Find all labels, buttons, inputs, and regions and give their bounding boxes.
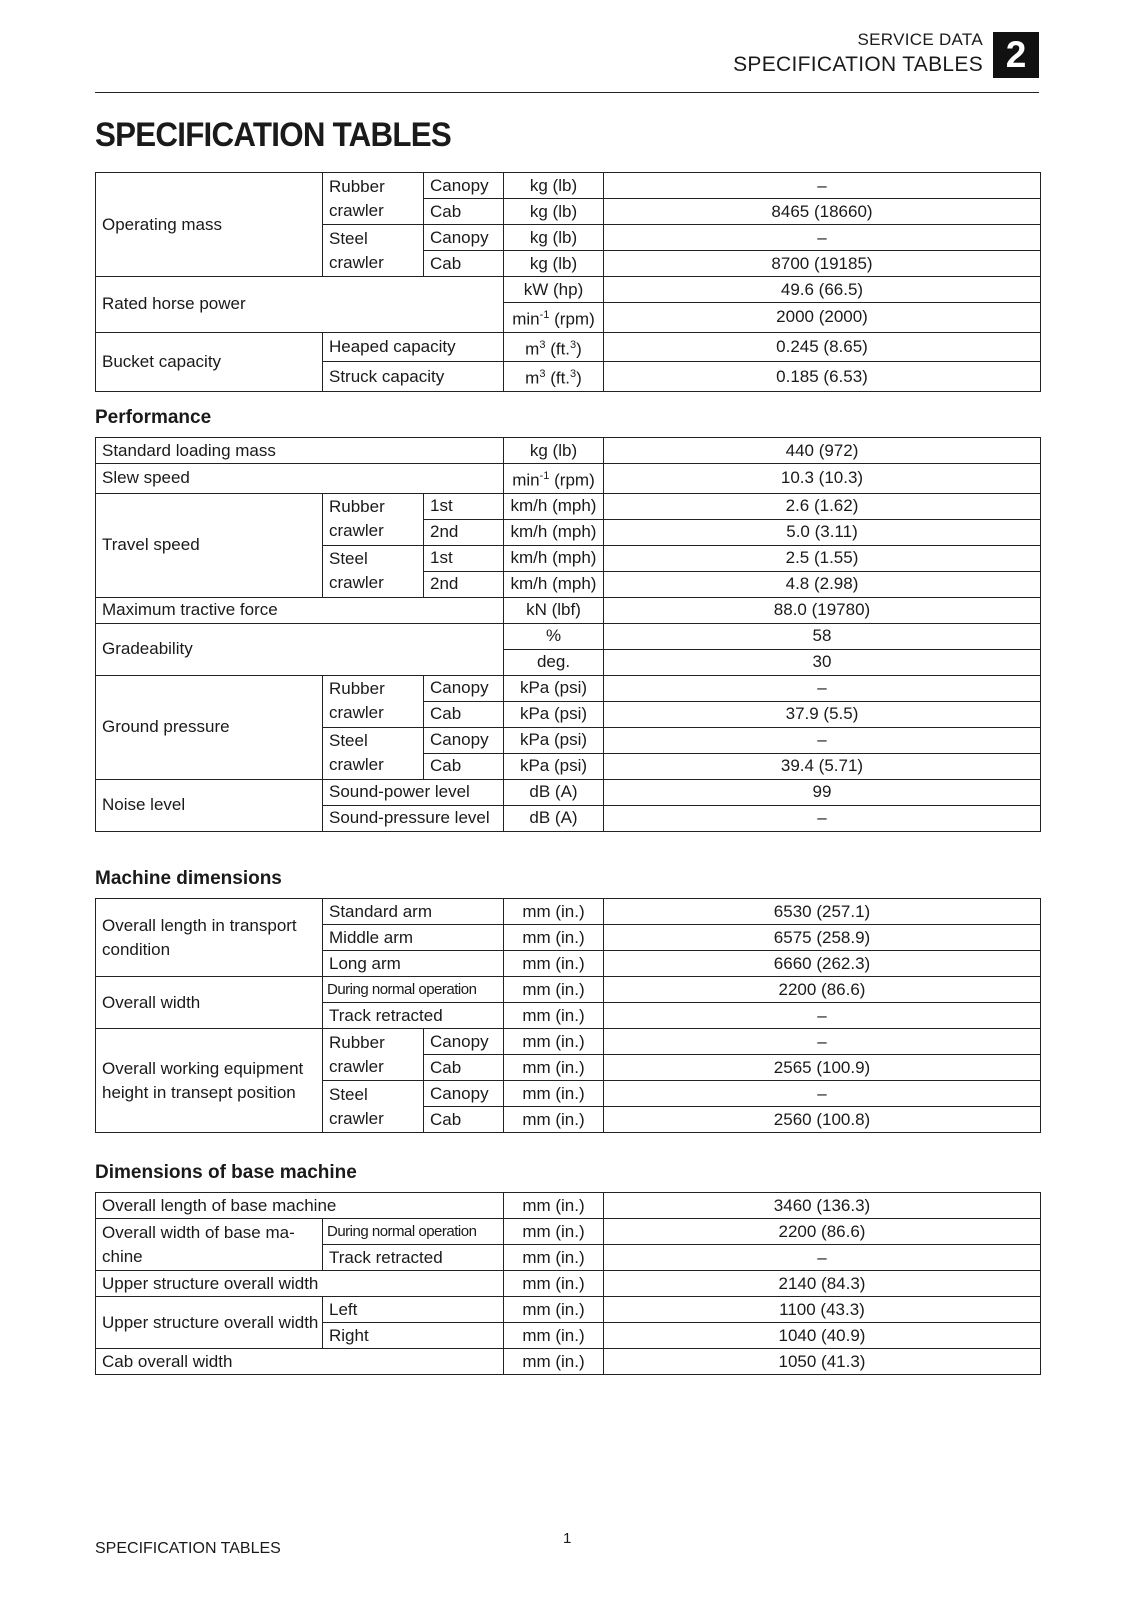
unit-cell: kPa (psi)	[504, 675, 604, 701]
cell: Canopy	[424, 727, 504, 753]
cell: Canopy	[424, 225, 504, 251]
row-label: Overall length of base machine	[96, 1193, 504, 1219]
header-section: SERVICE DATA	[857, 30, 983, 49]
row-label: Rated horse power	[96, 277, 504, 333]
row-label: Noise level	[96, 779, 323, 831]
cell: 2nd	[424, 571, 504, 597]
unit-cell: kPa (psi)	[504, 727, 604, 753]
table-row	[96, 1297, 1041, 1323]
cell: Cab	[424, 1107, 504, 1133]
unit-cell: kg (lb)	[504, 199, 604, 225]
cell: Sound-power level	[323, 779, 504, 805]
row-label: Cab overall width	[96, 1349, 504, 1375]
unit-cell: mm (in.)	[504, 1297, 604, 1323]
value-cell: 8700 (19185)	[604, 251, 1041, 277]
unit-cell: $m^3$ (ft.$^3$)	[504, 332, 604, 362]
row-label: Overall working equipment height in transept position	[96, 1029, 323, 1133]
cell: Middle arm	[323, 925, 504, 951]
unit-cell: km/h (mph)	[504, 571, 604, 597]
unit-cell: mm (in.)	[504, 1055, 604, 1081]
row-label: Slew speed	[96, 464, 504, 494]
cell: Track retracted	[323, 1245, 504, 1271]
row-label: Bucket capacity	[96, 332, 323, 391]
table-row	[96, 899, 1041, 925]
performance-table	[95, 437, 1041, 832]
value-cell: 0.185 (6.53)	[604, 362, 1041, 392]
value-cell: –	[604, 727, 1041, 753]
cell: Cab	[424, 199, 504, 225]
unit-cell: $m^3$ (ft.$^3$)	[504, 362, 604, 392]
machine-dimensions-table	[95, 898, 1041, 1133]
unit-cell: $\min^{-1} (rpm)$	[504, 303, 604, 333]
base-machine-table	[95, 1192, 1041, 1375]
table-row	[96, 277, 1041, 303]
value-cell: –	[604, 675, 1041, 701]
value-cell: 2200 (86.6)	[604, 1219, 1041, 1245]
unit-cell: mm (in.)	[504, 1349, 604, 1375]
unit-cell: mm (in.)	[504, 1219, 604, 1245]
value-cell: 8465 (18660)	[604, 199, 1041, 225]
value-cell: 88.0 (19780)	[604, 597, 1041, 623]
cell: Long arm	[323, 951, 504, 977]
cell: Cab	[424, 753, 504, 779]
unit-cell: kg (lb)	[504, 251, 604, 277]
cell: 1st	[424, 493, 504, 519]
value-cell: 4.8 (2.98)	[604, 571, 1041, 597]
cell: Cab	[424, 1055, 504, 1081]
table-row	[96, 173, 1041, 199]
cell: During normal operation	[323, 977, 504, 1003]
row-label: Upper structure overall width	[96, 1271, 504, 1297]
value-cell: 2.6 (1.62)	[604, 493, 1041, 519]
cell: Canopy	[424, 173, 504, 199]
unit-cell: deg.	[504, 649, 604, 675]
cell: Canopy	[424, 675, 504, 701]
unit-cell: mm (in.)	[504, 925, 604, 951]
unit-cell: dB (A)	[504, 779, 604, 805]
value-cell: 30	[604, 649, 1041, 675]
row-label: Gradeability	[96, 623, 504, 675]
unit-cell: kg (lb)	[504, 438, 604, 464]
value-cell: 0.245 (8.65)	[604, 332, 1041, 362]
table-row	[96, 493, 1041, 519]
crawler-label: Steel crawler	[323, 727, 424, 779]
page-number: 1	[563, 1530, 572, 1547]
unit-cell: mm (in.)	[504, 1245, 604, 1271]
value-cell: 99	[604, 779, 1041, 805]
value-cell: –	[604, 173, 1041, 199]
value-cell: 10.3 (10.3)	[604, 464, 1041, 494]
row-label: Overall width of base ma-chine	[96, 1219, 323, 1271]
cell: Standard arm	[323, 899, 504, 925]
row-label: Upper structure overall width	[96, 1297, 323, 1349]
crawler-label: Rubber crawler	[323, 675, 424, 727]
value-cell: 2.5 (1.55)	[604, 545, 1041, 571]
header-subsection: SPECIFICATION TABLES	[733, 53, 983, 76]
row-label: Operating mass	[96, 173, 323, 277]
unit-cell: %	[504, 623, 604, 649]
value-cell: 58	[604, 623, 1041, 649]
unit-cell: kW (hp)	[504, 277, 604, 303]
unit-cell: kPa (psi)	[504, 701, 604, 727]
value-cell: –	[604, 225, 1041, 251]
section-heading: Dimensions of base machine	[95, 1162, 357, 1183]
unit-cell: kg (lb)	[504, 173, 604, 199]
value-cell: –	[604, 1029, 1041, 1055]
cell: Left	[323, 1297, 504, 1323]
table-row	[96, 1271, 1041, 1297]
value-cell: 6575 (258.9)	[604, 925, 1041, 951]
unit-cell: kPa (psi)	[504, 753, 604, 779]
cell: Cab	[424, 251, 504, 277]
value-cell: 2140 (84.3)	[604, 1271, 1041, 1297]
unit-cell: mm (in.)	[504, 951, 604, 977]
value-cell: 2000 (2000)	[604, 303, 1041, 333]
row-label: Travel speed	[96, 493, 323, 597]
unit-cell: mm (in.)	[504, 1081, 604, 1107]
crawler-label: Steel crawler	[323, 545, 424, 597]
table-row	[96, 1029, 1041, 1055]
value-cell: 2200 (86.6)	[604, 977, 1041, 1003]
cell: Heaped capacity	[323, 332, 504, 362]
crawler-label: Steel crawler	[323, 1081, 424, 1133]
value-cell: 440 (972)	[604, 438, 1041, 464]
cell: 2nd	[424, 519, 504, 545]
cell: Track retracted	[323, 1003, 504, 1029]
page-title: SPECIFICATION TABLES	[95, 116, 452, 154]
row-label: Standard loading mass	[96, 438, 504, 464]
section-heading: Performance	[95, 407, 212, 428]
table-row	[96, 464, 1041, 494]
cell: Canopy	[424, 1081, 504, 1107]
table-row	[96, 1349, 1041, 1375]
unit-cell: kg (lb)	[504, 225, 604, 251]
value-cell: 39.4 (5.71)	[604, 753, 1041, 779]
value-cell: 5.0 (3.11)	[604, 519, 1041, 545]
chapter-number-badge: 2	[993, 32, 1039, 78]
crawler-label: Rubber crawler	[323, 493, 424, 545]
cell: Right	[323, 1323, 504, 1349]
cell: 1st	[424, 545, 504, 571]
unit-cell: mm (in.)	[504, 1003, 604, 1029]
page-header	[95, 28, 1039, 93]
value-cell: 37.9 (5.5)	[604, 701, 1041, 727]
crawler-label: Rubber crawler	[323, 1029, 424, 1081]
section-heading: Machine dimensions	[95, 868, 282, 889]
value-cell: –	[604, 1003, 1041, 1029]
value-cell: 1050 (41.3)	[604, 1349, 1041, 1375]
unit-cell: mm (in.)	[504, 1107, 604, 1133]
value-cell: 6660 (262.3)	[604, 951, 1041, 977]
value-cell: 1040 (40.9)	[604, 1323, 1041, 1349]
row-label: Overall width	[96, 977, 323, 1029]
unit-cell: mm (in.)	[504, 1271, 604, 1297]
value-cell: 49.6 (66.5)	[604, 277, 1041, 303]
cell: During normal operation	[323, 1219, 504, 1245]
unit-cell: mm (in.)	[504, 1323, 604, 1349]
table-row	[96, 779, 1041, 805]
unit-cell: mm (in.)	[504, 977, 604, 1003]
table-row	[96, 597, 1041, 623]
table-row	[96, 1193, 1041, 1219]
unit-cell: km/h (mph)	[504, 545, 604, 571]
value-cell: 2565 (100.9)	[604, 1055, 1041, 1081]
value-cell: –	[604, 1245, 1041, 1271]
value-cell: 6530 (257.1)	[604, 899, 1041, 925]
table-row	[96, 623, 1041, 649]
crawler-label: Steel crawler	[323, 225, 424, 277]
crawler-label: Rubber crawler	[323, 173, 424, 225]
value-cell: 3460 (136.3)	[604, 1193, 1041, 1219]
value-cell: 1100 (43.3)	[604, 1297, 1041, 1323]
cell: Struck capacity	[323, 362, 504, 392]
value-cell: –	[604, 1081, 1041, 1107]
unit-cell: mm (in.)	[504, 1029, 604, 1055]
footer-label: SPECIFICATION TABLES	[95, 1540, 281, 1557]
table-row	[96, 332, 1041, 362]
cell: Canopy	[424, 1029, 504, 1055]
table-row	[96, 977, 1041, 1003]
table-row	[96, 1219, 1041, 1245]
unit-cell: dB (A)	[504, 805, 604, 831]
value-cell: 2560 (100.8)	[604, 1107, 1041, 1133]
unit-cell: kN (lbf)	[504, 597, 604, 623]
value-cell: –	[604, 805, 1041, 831]
row-label: Maximum tractive force	[96, 597, 504, 623]
table-row	[96, 438, 1041, 464]
row-label: Ground pressure	[96, 675, 323, 779]
unit-cell: mm (in.)	[504, 899, 604, 925]
unit-cell: $\min^{-1} (rpm)$	[504, 464, 604, 494]
row-label: Overall length in transport condition	[96, 899, 323, 977]
general-spec-table	[95, 172, 1041, 392]
table-row	[96, 675, 1041, 701]
unit-cell: km/h (mph)	[504, 493, 604, 519]
unit-cell: km/h (mph)	[504, 519, 604, 545]
unit-cell: mm (in.)	[504, 1193, 604, 1219]
cell: Sound-pressure level	[323, 805, 504, 831]
cell: Cab	[424, 701, 504, 727]
